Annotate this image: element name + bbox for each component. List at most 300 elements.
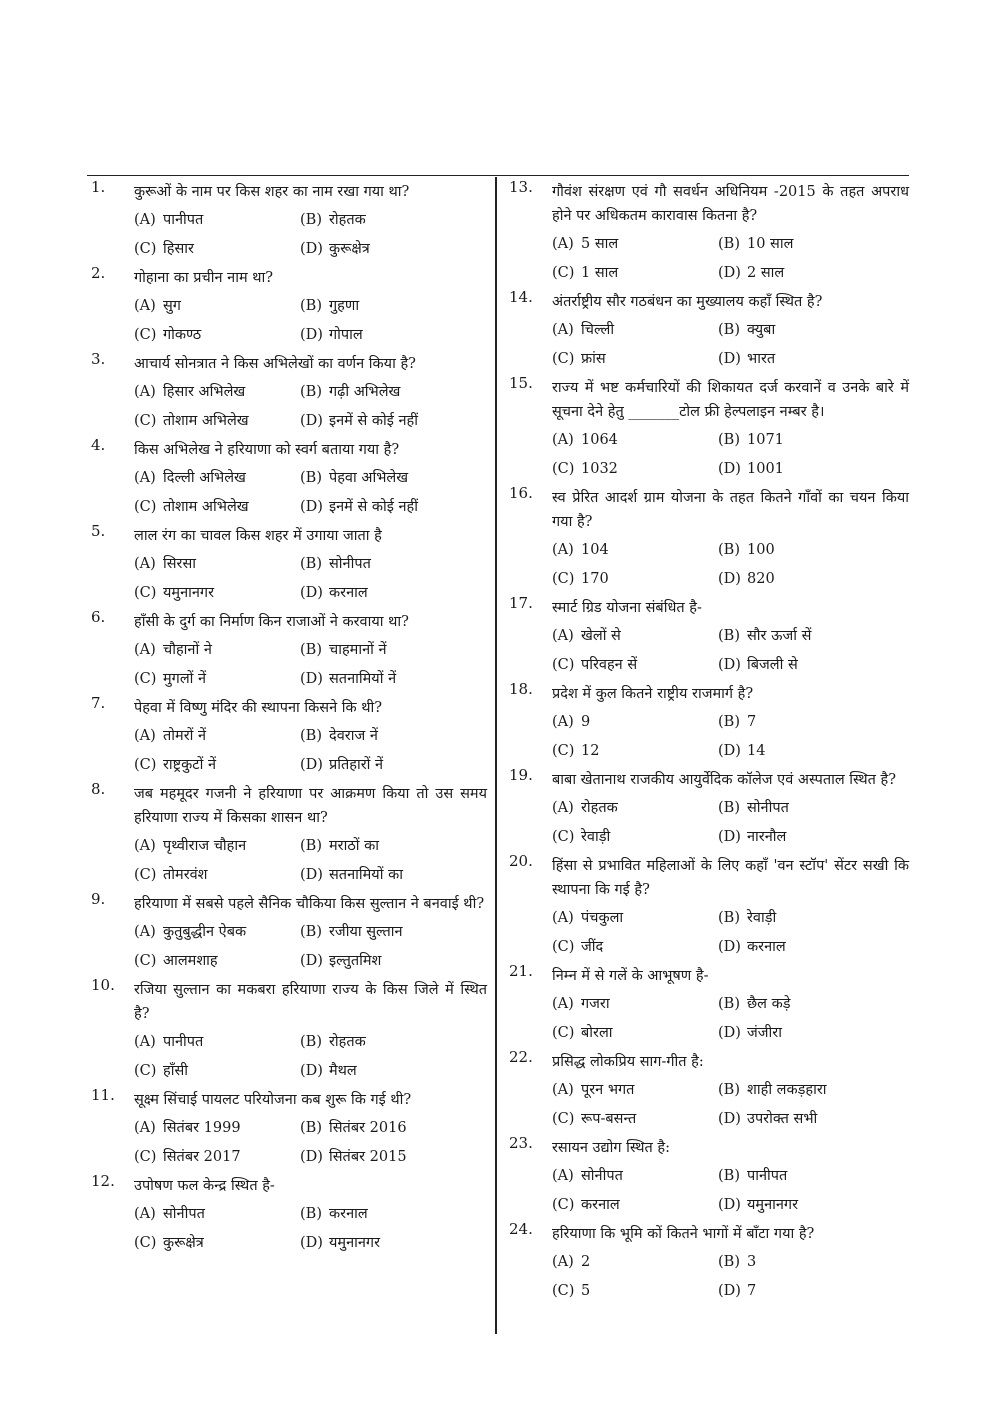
question-number: 24. (509, 1220, 533, 1238)
question-text: प्रदेश में कुल कितने राष्ट्रीय राजमार्ग है? (552, 686, 754, 702)
option-item (718, 651, 909, 680)
question-text: किस अभिलेख ने हरियाणा को स्वर्ग बताया गया है? (134, 442, 400, 458)
option-label: (C) (134, 1063, 157, 1079)
option-item (552, 1277, 718, 1306)
option-item (134, 832, 300, 861)
option-label: (D) (718, 1111, 741, 1127)
option-text: क्युबा (747, 322, 776, 338)
option-item (718, 1277, 909, 1306)
option-label: (D) (300, 867, 323, 883)
option-item (300, 918, 487, 947)
option-item (300, 665, 487, 694)
option-item (718, 259, 909, 288)
option-text: गढ़ी अभिलेख (329, 384, 401, 400)
option-item (552, 1191, 718, 1220)
question-number: 12. (91, 1172, 115, 1190)
question-item (505, 594, 909, 680)
option-label: (C) (134, 671, 157, 687)
option-text: देवराज नें (329, 728, 378, 744)
options-grid (552, 990, 909, 1048)
question-number: 6. (91, 608, 106, 626)
option-item (300, 861, 487, 890)
option-label: (A) (552, 322, 574, 338)
option-item (552, 565, 718, 594)
option-text: पेहवा अभिलेख (329, 470, 409, 486)
option-item (552, 794, 718, 823)
option-item (552, 345, 718, 374)
option-text: चौहानों ने (163, 642, 212, 658)
option-text: सिरसा (163, 556, 197, 572)
option-text: मराठों का (329, 838, 380, 854)
option-item (718, 536, 909, 565)
option-item (718, 794, 909, 823)
options-grid (552, 708, 909, 766)
option-text: प्रतिहारों नें (329, 757, 384, 773)
option-label: (A) (134, 838, 156, 854)
option-item (718, 1105, 909, 1134)
option-label: (D) (300, 757, 323, 773)
option-text: 3 (747, 1254, 757, 1270)
option-label: (C) (134, 241, 157, 257)
option-label: (C) (134, 413, 157, 429)
question-text: रजिया सुल्तान का मकबरा हरियाणा राज्य के किस जिले में स्थित है? (134, 982, 487, 1022)
option-label: (A) (552, 714, 574, 730)
option-item (552, 426, 718, 455)
option-item (718, 1076, 909, 1105)
option-item (134, 1028, 300, 1057)
option-text: चिल्ली (581, 322, 615, 338)
option-item (134, 1143, 300, 1172)
option-item (300, 1143, 487, 1172)
option-item (552, 651, 718, 680)
right-column (505, 178, 909, 1306)
option-item (134, 861, 300, 890)
question-number: 7. (91, 694, 106, 712)
option-text: 1 साल (581, 265, 619, 281)
option-label: (D) (718, 743, 741, 759)
question-item (87, 1086, 487, 1172)
option-item (300, 751, 487, 780)
options-grid (134, 206, 487, 264)
question-text: कुरूओं के नाम पर किस शहर का नाम रखा गया था? (134, 184, 410, 200)
question-text: हाँसी के दुर्ग का निर्माण किन राजाओं ने करवाया था? (134, 614, 409, 630)
option-label: (D) (718, 939, 741, 955)
option-text: सितंबर 2015 (329, 1149, 407, 1165)
option-item (300, 1229, 487, 1258)
option-item (552, 536, 718, 565)
option-label: (B) (300, 212, 322, 228)
option-item (134, 550, 300, 579)
option-label: (C) (552, 743, 575, 759)
options-grid (134, 832, 487, 890)
option-text: करनाल (747, 939, 786, 955)
question-number: 14. (509, 288, 533, 306)
option-label: (C) (552, 265, 575, 281)
option-text: सितंबर 2017 (163, 1149, 241, 1165)
question-text: जब महमूदर गजनी ने हरियाणा पर आक्रमण किया तो उस समय हरियाणा राज्य में किसका शासन था? (134, 786, 487, 826)
option-text: गजरा (581, 996, 610, 1012)
option-label: (A) (552, 432, 574, 448)
option-label: (A) (552, 542, 574, 558)
question-item (87, 178, 487, 264)
option-label: (B) (718, 800, 740, 816)
option-label: (B) (300, 838, 322, 854)
option-text: 2 साल (747, 265, 785, 281)
option-text: रजीया सुल्तान (329, 924, 403, 940)
option-text: रेवाड़ी (747, 910, 777, 926)
option-text: दिल्ली अभिलेख (163, 470, 246, 486)
option-label: (B) (718, 432, 740, 448)
option-text: 104 (581, 542, 609, 558)
option-item (552, 990, 718, 1019)
option-label: (B) (718, 1168, 740, 1184)
option-item (552, 230, 718, 259)
option-text: कुतुबुद्धीन ऐबक (163, 924, 247, 940)
option-label: (A) (134, 728, 156, 744)
option-item (134, 1114, 300, 1143)
question-item (505, 178, 909, 288)
option-label: (B) (718, 1254, 740, 1270)
option-label: (C) (552, 1025, 575, 1041)
option-item (300, 206, 487, 235)
options-grid (134, 550, 487, 608)
question-number: 4. (91, 436, 106, 454)
question-text: गौवंश संरक्षण एवं गौ सवर्धन अधिनियम -2015 के तहत अपराध होने पर अधिकतम कारावास कितना है? (552, 184, 909, 224)
option-item (552, 622, 718, 651)
option-label: (D) (718, 1197, 741, 1213)
options-grid (552, 622, 909, 680)
option-item (300, 235, 487, 264)
question-text: स्मार्ट ग्रिड योजना संबंधित है- (552, 600, 702, 616)
option-label: (D) (718, 1025, 741, 1041)
option-text: सितंबर 1999 (163, 1120, 241, 1136)
option-text: नारनौल (747, 829, 787, 845)
option-item (300, 636, 487, 665)
option-label: (D) (300, 241, 323, 257)
option-item (718, 823, 909, 852)
option-item (134, 751, 300, 780)
option-text: सतनामियों नें (329, 671, 397, 687)
option-text: पानीपत (747, 1168, 788, 1184)
option-item (134, 947, 300, 976)
option-label: (C) (134, 757, 157, 773)
option-text: यमुनानगर (747, 1197, 799, 1213)
option-text: 1071 (747, 432, 784, 448)
option-item (300, 407, 487, 436)
question-item (505, 962, 909, 1048)
option-text: तोशाम अभिलेख (163, 499, 249, 515)
column-divider (495, 177, 497, 1334)
option-text: 7 (747, 1283, 757, 1299)
option-text: 820 (747, 571, 775, 587)
question-text: रसायन उद्योग स्थित है: (552, 1140, 670, 1156)
option-label: (A) (134, 384, 156, 400)
option-label: (A) (134, 924, 156, 940)
question-number: 8. (91, 780, 106, 798)
option-text: 9 (581, 714, 591, 730)
option-label: (D) (718, 461, 741, 477)
option-text: कुरूक्षेत्र (329, 241, 370, 257)
option-label: (C) (552, 829, 575, 845)
option-item (718, 622, 909, 651)
option-label: (A) (134, 298, 156, 314)
option-item (134, 378, 300, 407)
option-label: (B) (718, 628, 740, 644)
option-text: मुगलों नें (163, 671, 207, 687)
option-item (552, 259, 718, 288)
option-text: 10 साल (747, 236, 794, 252)
option-label: (D) (718, 265, 741, 281)
option-text: रोहतक (329, 212, 366, 228)
options-grid (552, 1076, 909, 1134)
option-text: इनमें से कोई नहीं (329, 499, 418, 515)
option-item (134, 1229, 300, 1258)
option-text: रोहतक (329, 1034, 366, 1050)
question-text: पेहवा में विष्णु मंदिर की स्थापना किसने कि थी? (134, 700, 383, 716)
option-label: (C) (552, 461, 575, 477)
option-label: (C) (552, 657, 575, 673)
option-label: (A) (552, 1082, 574, 1098)
option-label: (C) (134, 499, 157, 515)
question-number: 11. (91, 1086, 115, 1104)
option-item (552, 1019, 718, 1048)
question-text: उपोषण फल केन्द्र स्थित है- (134, 1178, 275, 1194)
option-label: (B) (300, 1034, 322, 1050)
question-text: गोहाना का प्रचीन नाम था? (134, 270, 274, 286)
option-item (134, 464, 300, 493)
question-item (505, 852, 909, 962)
option-text: गुहणा (329, 298, 360, 314)
option-item (134, 206, 300, 235)
question-text: लाल रंग का चावल किस शहर में उगाया जाता है (134, 528, 382, 544)
option-text: रेवाड़ी (581, 829, 611, 845)
option-text: करनाल (329, 585, 368, 601)
option-label: (A) (552, 910, 574, 926)
option-text: मैथल (329, 1063, 357, 1079)
option-text: फ्रांस (581, 351, 606, 367)
option-text: 5 (581, 1283, 591, 1299)
options-grid (552, 904, 909, 962)
option-label: (A) (134, 556, 156, 572)
option-item (552, 1105, 718, 1134)
option-label: (B) (718, 996, 740, 1012)
option-text: 170 (581, 571, 609, 587)
option-item (134, 722, 300, 751)
option-text: पूरन भगत (581, 1082, 635, 1098)
option-item (134, 1200, 300, 1229)
option-item (552, 904, 718, 933)
option-label: (D) (718, 571, 741, 587)
question-number: 1. (91, 178, 106, 196)
option-item (718, 230, 909, 259)
option-item (718, 904, 909, 933)
option-label: (A) (134, 1206, 156, 1222)
option-label: (B) (718, 714, 740, 730)
option-text: शाही लकड़हारा (747, 1082, 827, 1098)
option-text: तोमरवंश (163, 867, 208, 883)
option-text: यमुनानगर (163, 585, 215, 601)
option-label: (C) (134, 867, 157, 883)
question-number: 23. (509, 1134, 533, 1152)
option-item (300, 321, 487, 350)
question-number: 15. (509, 374, 533, 392)
option-label: (A) (552, 996, 574, 1012)
option-text: बोरला (581, 1025, 613, 1041)
question-item (505, 1134, 909, 1220)
option-text: 1064 (581, 432, 618, 448)
option-item (718, 565, 909, 594)
question-item (87, 890, 487, 976)
question-number: 22. (509, 1048, 533, 1066)
option-text: भारत (747, 351, 776, 367)
option-label: (B) (300, 298, 322, 314)
option-text: इनमें से कोई नहीं (329, 413, 418, 429)
option-text: तोशाम अभिलेख (163, 413, 249, 429)
option-text: सोनीपत (163, 1206, 205, 1222)
option-label: (D) (718, 829, 741, 845)
option-label: (B) (718, 322, 740, 338)
question-text: हरियाणा में सबसे पहले सैनिक चौकिया किस सुल्तान ने बनवाई थी? (134, 896, 485, 912)
option-text: तोमरों नें (163, 728, 207, 744)
option-label: (D) (718, 1283, 741, 1299)
option-label: (C) (552, 939, 575, 955)
options-grid (134, 636, 487, 694)
option-text: 2 (581, 1254, 591, 1270)
option-text: 14 (747, 743, 766, 759)
question-item (87, 350, 487, 436)
option-label: (D) (300, 585, 323, 601)
question-number: 2. (91, 264, 106, 282)
option-label: (A) (134, 1034, 156, 1050)
option-label: (B) (300, 1120, 322, 1136)
option-text: हाँसी (163, 1063, 189, 1079)
question-text: हरियाणा कि भूमि कों कितने भागों में बाँटा गया है? (552, 1226, 815, 1242)
question-item (505, 1220, 909, 1306)
question-text: सूक्ष्म सिंचाई पायलट परियोजना कब शुरू कि गई थी? (134, 1092, 412, 1108)
option-label: (C) (552, 1283, 575, 1299)
option-item (300, 550, 487, 579)
option-label: (D) (300, 953, 323, 969)
option-item (718, 345, 909, 374)
option-text: 7 (747, 714, 757, 730)
option-text: यमुनानगर (329, 1235, 381, 1251)
option-item (718, 933, 909, 962)
question-item (87, 264, 487, 350)
option-item (134, 665, 300, 694)
option-label: (B) (300, 642, 322, 658)
option-item (552, 316, 718, 345)
option-item (134, 292, 300, 321)
option-label: (A) (552, 1254, 574, 1270)
question-number: 16. (509, 484, 533, 502)
options-grid (134, 464, 487, 522)
question-number: 17. (509, 594, 533, 612)
option-label: (A) (134, 1120, 156, 1136)
option-item (552, 1076, 718, 1105)
option-item (300, 947, 487, 976)
option-text: पानीपत (163, 1034, 204, 1050)
left-column (87, 178, 487, 1258)
option-label: (A) (552, 236, 574, 252)
option-item (134, 1057, 300, 1086)
option-label: (C) (552, 571, 575, 587)
option-item (134, 636, 300, 665)
option-text: पंचकुला (581, 910, 624, 926)
question-item (87, 1172, 487, 1258)
option-label: (B) (300, 556, 322, 572)
option-text: सितंबर 2016 (329, 1120, 407, 1136)
option-item (300, 1028, 487, 1057)
question-number: 18. (509, 680, 533, 698)
question-item (505, 680, 909, 766)
option-item (552, 933, 718, 962)
options-grid (552, 426, 909, 484)
option-label: (B) (718, 542, 740, 558)
option-text: खेलों से (581, 628, 621, 644)
option-item (134, 407, 300, 436)
option-text: 1032 (581, 461, 618, 477)
option-text: उपरोक्त सभी (747, 1111, 818, 1127)
option-text: पृथ्वीराज चौहान (163, 838, 247, 854)
option-item (134, 918, 300, 947)
option-item (552, 737, 718, 766)
option-text: 1001 (747, 461, 784, 477)
options-grid (552, 536, 909, 594)
option-text: पानीपत (163, 212, 204, 228)
option-item (300, 493, 487, 522)
option-label: (A) (552, 800, 574, 816)
option-item (300, 832, 487, 861)
option-item (718, 426, 909, 455)
options-grid (552, 794, 909, 852)
option-item (718, 737, 909, 766)
options-grid (134, 722, 487, 780)
question-text: स्व प्रेरित आदर्श ग्राम योजना के तहत कितने गाँवों का चयन किया गया है? (552, 490, 909, 530)
question-text: हिंसा से प्रभावित महिलाओं के लिए कहाँ 'वन स्टॉप' सेंटर सखी कि स्थापना कि गई है? (552, 858, 909, 898)
option-text: हिसार अभिलेख (163, 384, 246, 400)
option-item (300, 579, 487, 608)
question-text: आचार्य सोनत्रात ने किस अभिलेखों का वर्णन किया है? (134, 356, 416, 372)
option-text: करनाल (581, 1197, 620, 1213)
question-number: 5. (91, 522, 106, 540)
option-item (552, 823, 718, 852)
option-text: आलमशाह (163, 953, 218, 969)
option-item (718, 1248, 909, 1277)
question-text: राज्य में भष्ट कर्मचारियों की शिकायत दर्ज करवानें व उनके बारे में सूचना देने हेतु _______टोल फ्री हेल्पलाइन नम्बर है। (552, 380, 909, 420)
option-item (718, 316, 909, 345)
option-item (552, 1162, 718, 1191)
option-item (718, 708, 909, 737)
question-item (505, 766, 909, 852)
question-text: निम्न में से गलें के आभूषण है- (552, 968, 709, 984)
question-number: 13. (509, 178, 533, 196)
question-item (87, 976, 487, 1086)
option-item (718, 455, 909, 484)
question-item (505, 484, 909, 594)
option-label: (B) (300, 728, 322, 744)
option-text: चाहमानों नें (329, 642, 387, 658)
option-label: (B) (718, 236, 740, 252)
option-item (718, 1162, 909, 1191)
option-label: (B) (300, 470, 322, 486)
option-text: सोनीपत (581, 1168, 623, 1184)
option-item (300, 378, 487, 407)
option-text: परिवहन सें (581, 657, 638, 673)
question-number: 3. (91, 350, 106, 368)
option-label: (A) (134, 470, 156, 486)
option-text: बिजली से (747, 657, 798, 673)
option-text: 5 साल (581, 236, 619, 252)
